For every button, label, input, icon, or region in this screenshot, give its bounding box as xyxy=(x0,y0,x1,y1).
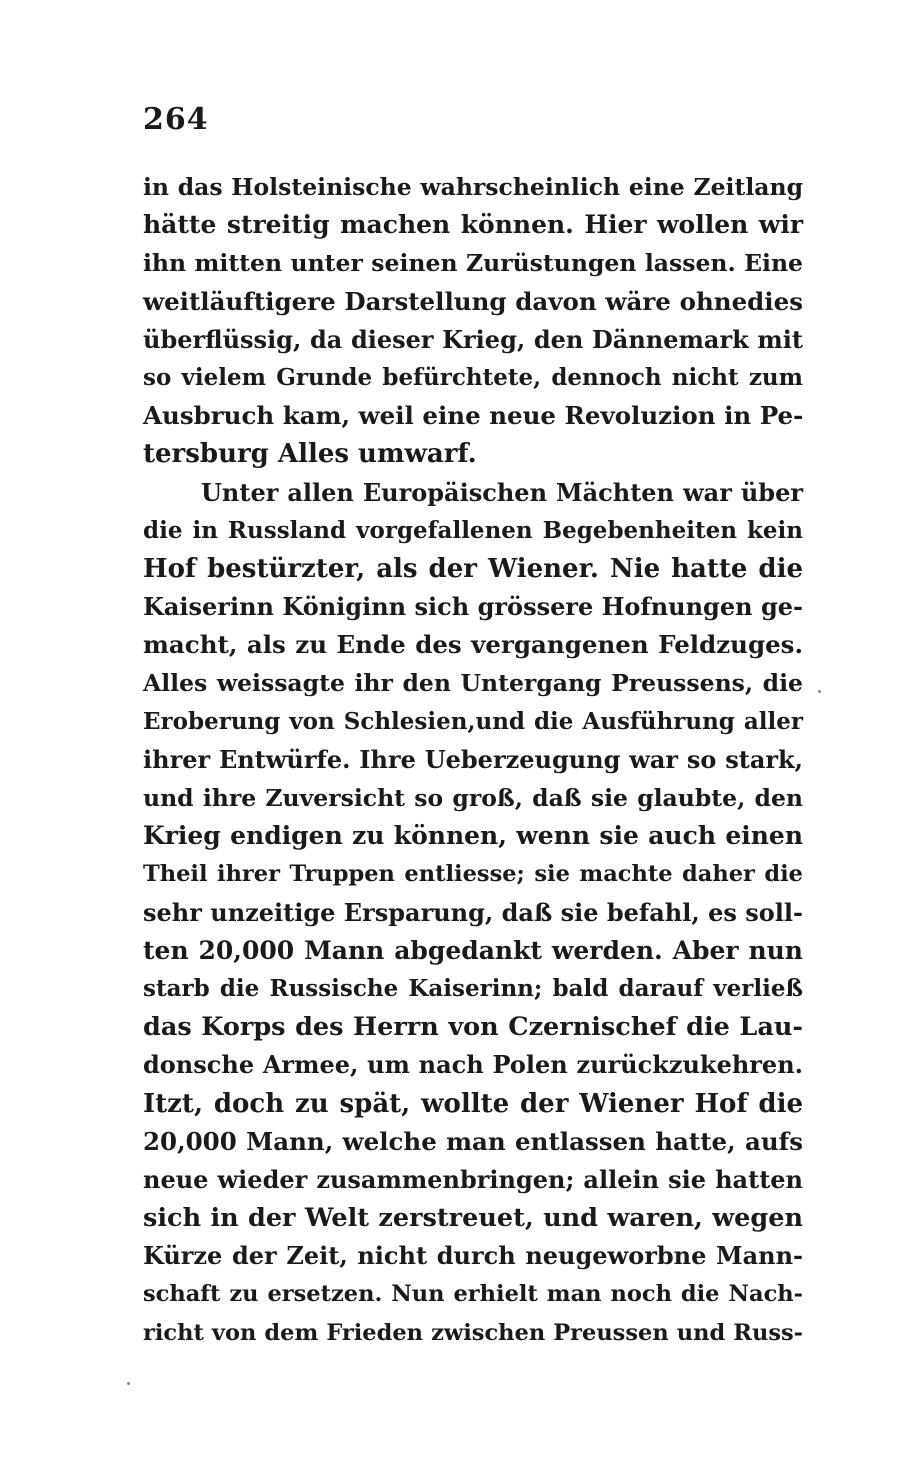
text-line: Alles weissagte ihr den Untergang Preussens, die xyxy=(143,669,803,698)
text-line: 20,000 Mann, welche man entlassen hatte, aufs xyxy=(143,1126,803,1156)
text-line: Theil ihrer Truppen entliesse; sie machte daher die xyxy=(143,861,803,888)
paper-speck xyxy=(818,690,821,693)
paragraph-start-line: Unter allen Europäischen Mächten war über xyxy=(201,477,803,507)
text-line: ten 20,000 Mann abgedankt werden. Aber nun xyxy=(143,935,803,965)
text-line: schaft zu ersetzen. Nun erhielt man noch die Nach- xyxy=(143,1281,803,1308)
paragraph-end-line: tersburg Alles umwarf. xyxy=(143,439,477,470)
text-line: Eroberung von Schlesien,und die Ausführung aller xyxy=(143,707,803,735)
text-line: so vielem Grunde befürchtete, dennoch nicht zum xyxy=(143,363,803,391)
text-line: sehr unzeitige Ersparung, daß sie befahl, es soll- xyxy=(143,897,803,927)
body-text xyxy=(143,168,803,1352)
text-line: Hof bestürzter, als der Wiener. Nie hatte die xyxy=(143,553,803,584)
text-line: sich in der Welt zerstreuet, und waren, wegen xyxy=(143,1203,803,1234)
text-line: und ihre Zuversicht so groß, daß sie glaubte, den xyxy=(143,784,803,812)
text-line: donsche Armee, um nach Polen zurückzukehren. xyxy=(143,1050,803,1080)
text-line: Krieg endigen zu können, wenn sie auch einen xyxy=(143,821,803,851)
paper-speck xyxy=(127,1382,130,1385)
text-line: ihrer Entwürfe. Ihre Ueberzeugung war so stark, xyxy=(143,744,803,774)
text-line: Kürze der Zeit, nicht durch neugeworbne Mann- xyxy=(143,1241,803,1271)
text-line: in das Holsteinische wahrscheinlich eine Zeitlang xyxy=(143,173,803,201)
text-line: macht, als zu Ende des vergangenen Feldzuges. xyxy=(143,630,803,660)
text-line: ihn mitten unter seinen Zurüstungen lassen. Eine xyxy=(143,249,803,278)
text-line: Itzt, doch zu spät, wollte der Wiener Hof die xyxy=(143,1088,803,1119)
text-line: das Korps des Herrn von Czernischef die Lau- xyxy=(143,1012,803,1043)
page-number: 264 xyxy=(143,102,209,137)
text-line: weitläuftigere Darstellung davon wäre ohnedies xyxy=(143,286,803,316)
text-line: richt von dem Frieden zwischen Preussen und Russ- xyxy=(143,1319,803,1346)
text-line: Ausbruch kam, weil eine neue Revoluzion in Pe- xyxy=(143,401,804,431)
text-line: überflüssig, da dieser Krieg, den Dännemark mit xyxy=(143,324,803,354)
text-line: neue wieder zusammenbringen; allein sie hatten xyxy=(143,1164,803,1194)
text-line: starb die Russische Kaiserinn; bald darauf verließ xyxy=(143,974,803,1002)
text-line: die in Russland vorgefallenen Begebenheiten kein xyxy=(143,516,803,544)
text-line: Kaiserinn Königinn sich grössere Hofnungen ge- xyxy=(143,592,803,622)
text-line: hätte streitig machen können. Hier wollen wir xyxy=(143,210,803,240)
